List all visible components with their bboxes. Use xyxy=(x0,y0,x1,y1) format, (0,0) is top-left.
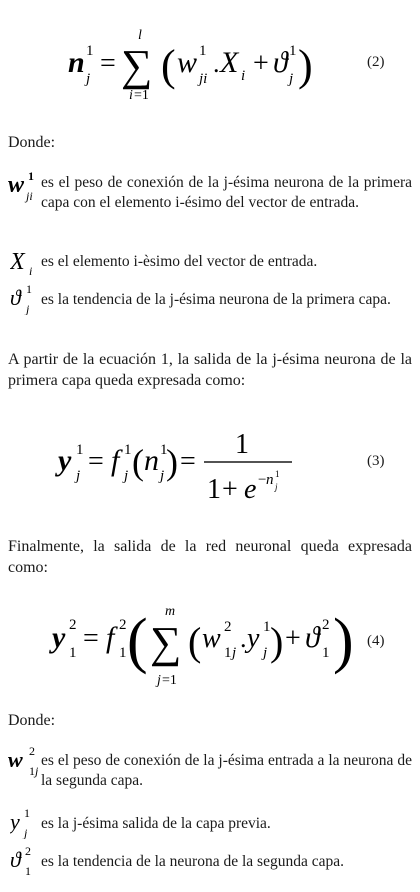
x-i-symbol xyxy=(10,247,42,277)
svg-text:2: 2 xyxy=(322,617,330,633)
svg-text:j: j xyxy=(289,71,294,87)
svg-text:j: j xyxy=(35,764,39,778)
svg-text:=1: =1 xyxy=(162,673,177,688)
svg-text:1: 1 xyxy=(263,619,271,635)
svg-text:−: − xyxy=(258,472,267,488)
svg-text:i: i xyxy=(29,264,33,277)
theta-j-symbol xyxy=(10,283,42,315)
equation-3-math xyxy=(0,418,420,508)
svg-text:1: 1 xyxy=(26,283,32,296)
svg-text:n: n xyxy=(266,472,274,488)
theta-1-symbol xyxy=(10,845,42,879)
svg-text:m: m xyxy=(165,604,176,619)
svg-text:(: ( xyxy=(127,607,148,675)
def-theta-symbol xyxy=(10,283,42,315)
svg-text:1: 1 xyxy=(76,442,84,458)
svg-text:ϑ: ϑ xyxy=(10,847,21,872)
svg-text:w: w xyxy=(8,747,23,772)
svg-text:∑: ∑ xyxy=(150,618,182,667)
svg-text:n: n xyxy=(144,444,159,477)
equation-3 xyxy=(0,418,420,508)
svg-text:1: 1 xyxy=(25,864,31,878)
svg-text:ϑ: ϑ xyxy=(273,46,288,79)
svg-text:j: j xyxy=(124,468,129,484)
svg-text:+: + xyxy=(253,48,269,79)
y-j-symbol xyxy=(10,807,42,839)
equation-4 xyxy=(0,585,420,695)
svg-text:i: i xyxy=(129,88,133,103)
svg-text:+: + xyxy=(222,474,238,505)
svg-text:(: ( xyxy=(161,41,176,90)
svg-text:): ) xyxy=(333,607,354,675)
svg-text:): ) xyxy=(270,619,284,664)
svg-text:=: = xyxy=(88,446,104,477)
svg-text:y: y xyxy=(247,623,260,654)
def-theta2-symbol xyxy=(10,845,42,879)
svg-text:j: j xyxy=(26,302,30,315)
svg-text:l: l xyxy=(138,28,142,43)
svg-text:1: 1 xyxy=(119,645,127,661)
svg-text:.: . xyxy=(240,624,247,653)
equation-2-math xyxy=(0,0,420,110)
equation-3-number: (3) xyxy=(367,453,385,469)
svg-text:1: 1 xyxy=(199,43,207,59)
def-y-text: es la j-ésima salida de la capa previa. xyxy=(41,815,271,832)
svg-text:e: e xyxy=(244,474,257,505)
equation-2 xyxy=(0,0,420,110)
svg-text:+: + xyxy=(285,623,301,654)
svg-text:j: j xyxy=(160,468,165,484)
svg-text:1: 1 xyxy=(207,474,221,505)
svg-text:n: n xyxy=(68,46,85,79)
svg-text:2: 2 xyxy=(224,619,232,635)
svg-text:1: 1 xyxy=(124,442,132,458)
donde-label-2: Donde: xyxy=(8,712,56,729)
svg-text:ji: ji xyxy=(199,71,208,87)
svg-text:): ) xyxy=(298,41,313,90)
svg-text:=: = xyxy=(180,446,196,477)
equation-4-math xyxy=(0,585,420,695)
svg-text:ϑ: ϑ xyxy=(305,621,320,654)
def-x-text: es el elemento i-èsimo del vector de entrada. xyxy=(41,253,318,270)
svg-text:1: 1 xyxy=(275,469,280,479)
svg-text:2: 2 xyxy=(29,745,35,758)
svg-text:=: = xyxy=(100,48,116,79)
donde-label-1: Donde: xyxy=(8,134,56,151)
svg-text:1: 1 xyxy=(29,764,35,778)
svg-text:y: y xyxy=(10,809,20,834)
svg-text:1: 1 xyxy=(224,645,232,661)
svg-text:w: w xyxy=(8,172,25,198)
svg-text:j: j xyxy=(86,71,91,87)
svg-text:1: 1 xyxy=(86,43,94,59)
svg-text:j: j xyxy=(157,673,161,688)
svg-text:j: j xyxy=(76,468,81,484)
svg-text:j: j xyxy=(24,826,28,839)
svg-text:2: 2 xyxy=(119,617,127,633)
svg-text:f: f xyxy=(106,621,115,654)
svg-text:=1: =1 xyxy=(134,88,149,103)
svg-text:): ) xyxy=(166,442,178,482)
svg-text:(: ( xyxy=(188,619,202,664)
def-y-symbol xyxy=(10,807,42,839)
svg-text:j: j xyxy=(275,482,278,492)
equation-2-number: (2) xyxy=(367,54,385,70)
svg-text:w: w xyxy=(177,46,198,79)
svg-text:f: f xyxy=(111,444,120,477)
svg-text:X: X xyxy=(220,46,239,79)
svg-text:y: y xyxy=(58,444,72,477)
svg-text:ϑ: ϑ xyxy=(10,285,21,310)
def-theta-text: es la tendencia de la j-ésima neurona de la primera capa. xyxy=(41,291,391,308)
def-theta2-text: es la tendencia de la neurona de la segunda capa. xyxy=(41,853,344,870)
svg-text:∑: ∑ xyxy=(121,41,153,90)
svg-text:X: X xyxy=(10,249,25,275)
svg-text:.: . xyxy=(213,49,220,78)
svg-text:j: j xyxy=(263,645,268,661)
svg-text:y: y xyxy=(52,621,66,654)
svg-text:1: 1 xyxy=(28,170,34,183)
svg-text:1: 1 xyxy=(322,645,330,661)
svg-text:2: 2 xyxy=(25,845,31,858)
svg-text:1: 1 xyxy=(289,43,297,59)
def-x-symbol xyxy=(10,247,42,277)
svg-text:=: = xyxy=(83,623,99,654)
svg-text:ji: ji xyxy=(26,189,33,203)
def-w-text: es el peso de conexión de la j-ésima neurona de la primera capa con el elemento i-ésimo del vector de entrada. xyxy=(41,174,412,211)
svg-text:(: ( xyxy=(132,442,144,482)
def-w2-text: es el peso de conexión de la j-ésima entrada a la neurona de la segunda capa. xyxy=(41,752,412,789)
svg-text:1: 1 xyxy=(160,442,168,458)
svg-text:j: j xyxy=(232,645,237,661)
svg-text:w: w xyxy=(202,623,221,654)
svg-text:1: 1 xyxy=(69,645,77,661)
svg-text:1: 1 xyxy=(24,807,30,820)
paragraph-final: Finalmente, la salida de la red neuronal queda expresada como: xyxy=(8,538,412,576)
paragraph-eq1: A partir de la ecuación 1, la salida de la j-ésima neurona de la primera capa queda expresada como: xyxy=(8,351,412,389)
svg-text:i: i xyxy=(241,68,246,84)
svg-text:2: 2 xyxy=(69,617,77,633)
svg-text:1: 1 xyxy=(235,429,249,460)
equation-4-number: (4) xyxy=(367,633,385,649)
